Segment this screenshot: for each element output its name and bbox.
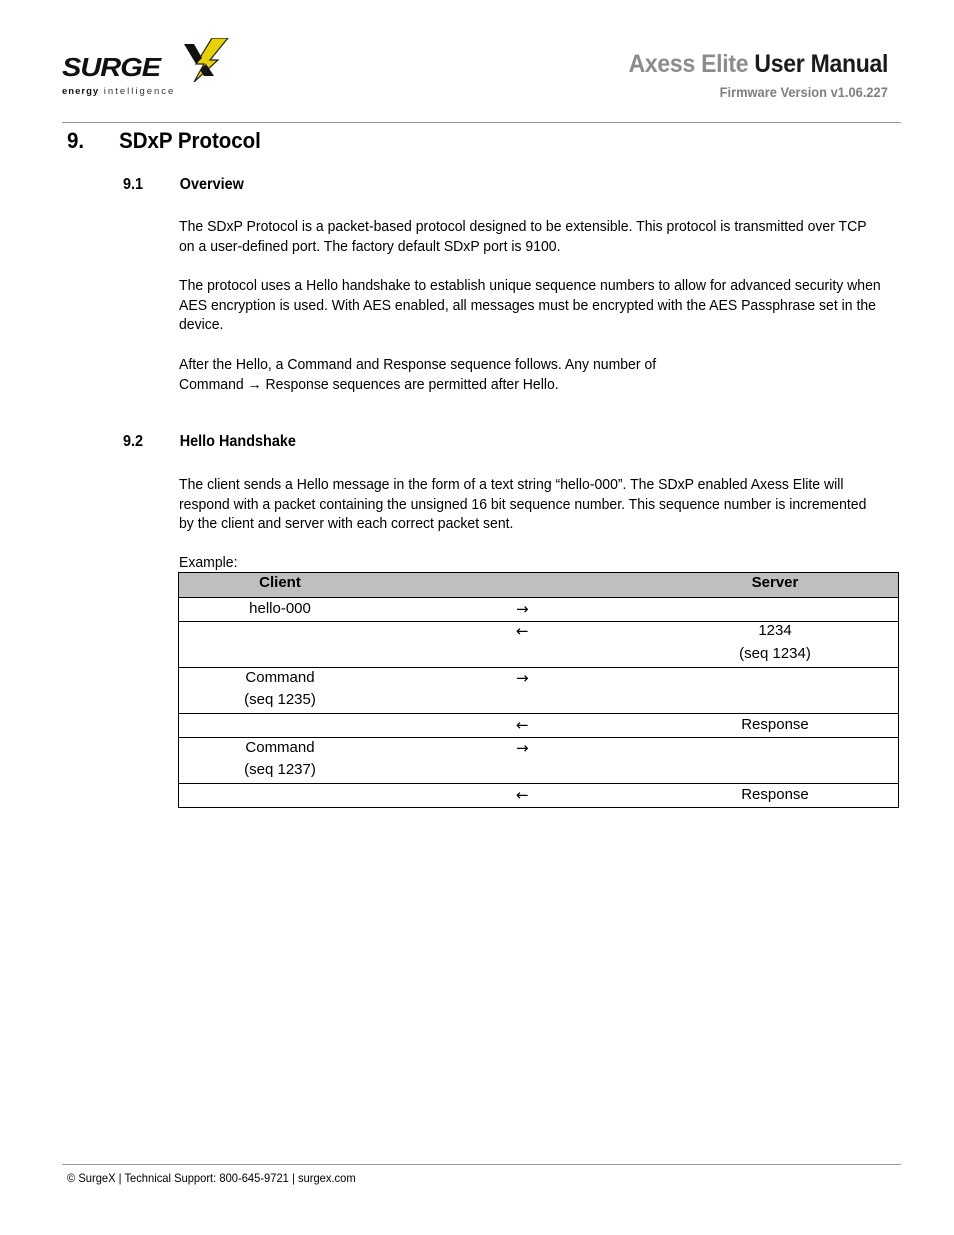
page-footer: © SurgeX | Technical Support: 800-645-9721 | surgex.com (67, 1171, 356, 1185)
client-cell-seq: (seq 1235) (244, 691, 316, 708)
logo-tagline: energy intelligence (62, 86, 176, 97)
overview-paragraph-2: The protocol uses a Hello handshake to establish unique sequence numbers to allow for advanced security when AES encryption is used. With AES enabled, all messages must be encrypted with the AES Passphrase set in the device. (179, 277, 881, 334)
registered-mark: ® (202, 68, 208, 75)
table-row (179, 598, 899, 622)
overview-paragraph-1: The SDxP Protocol is a packet-based protocol designed to be extensible. This protocol is transmitted over TCP on a user-defined port. The factory default SDxP port is 9100. (179, 218, 867, 255)
table-header-row (179, 573, 899, 598)
table-row (179, 738, 899, 784)
server-cell: Response (741, 716, 809, 733)
client-column-header: Client (259, 574, 301, 591)
handshake-table (178, 572, 899, 808)
table-row (179, 668, 899, 714)
footer-divider (62, 1164, 901, 1165)
logo-x-bolt-icon (180, 38, 230, 82)
logo-wordmark: SURGE (62, 53, 161, 83)
overview-heading: 9.1 Overview (123, 176, 244, 193)
firmware-version: Firmware Version v1.06.227 (719, 84, 888, 100)
left-arrow-icon: ← (516, 716, 529, 734)
header-divider (62, 122, 901, 123)
right-arrow-icon: → (516, 739, 529, 757)
left-arrow-icon: ← (516, 786, 529, 804)
server-column-header: Server (751, 574, 799, 591)
manual-title: Axess Elite User Manual (628, 50, 888, 78)
client-cell-seq: (seq 1237) (244, 761, 316, 778)
client-cell: Command (245, 669, 315, 686)
overview-paragraph-3: After the Hello, a Command and Response sequence follows. Any number of Command → Response sequences are permitted after Hello. (179, 356, 657, 393)
client-cell: hello-000 (249, 600, 311, 617)
table-row (179, 784, 899, 808)
server-cell: 1234 (758, 622, 792, 639)
left-arrow-icon: ← (516, 622, 529, 640)
hello-paragraph: The client sends a Hello message in the form of a text string “hello-000”. The SDxP enabled Axess Elite will respond with a packet containing the unsigned 16 bit sequence number. This sequence number is incremented by the client and server with each correct packet sent. (179, 476, 867, 533)
right-arrow-icon: → (516, 600, 529, 618)
example-label: Example: (179, 554, 238, 571)
server-cell: Response (741, 786, 809, 803)
table-row (179, 714, 899, 738)
client-cell: Command (245, 739, 315, 756)
section-heading: 9. SDxP Protocol (67, 128, 261, 153)
surgex-logo (62, 38, 232, 100)
table-row (179, 622, 899, 668)
server-cell-seq: (seq 1234) (739, 645, 811, 662)
right-arrow-icon: → (516, 669, 529, 687)
hello-heading: 9.2 Hello Handshake (123, 433, 296, 450)
